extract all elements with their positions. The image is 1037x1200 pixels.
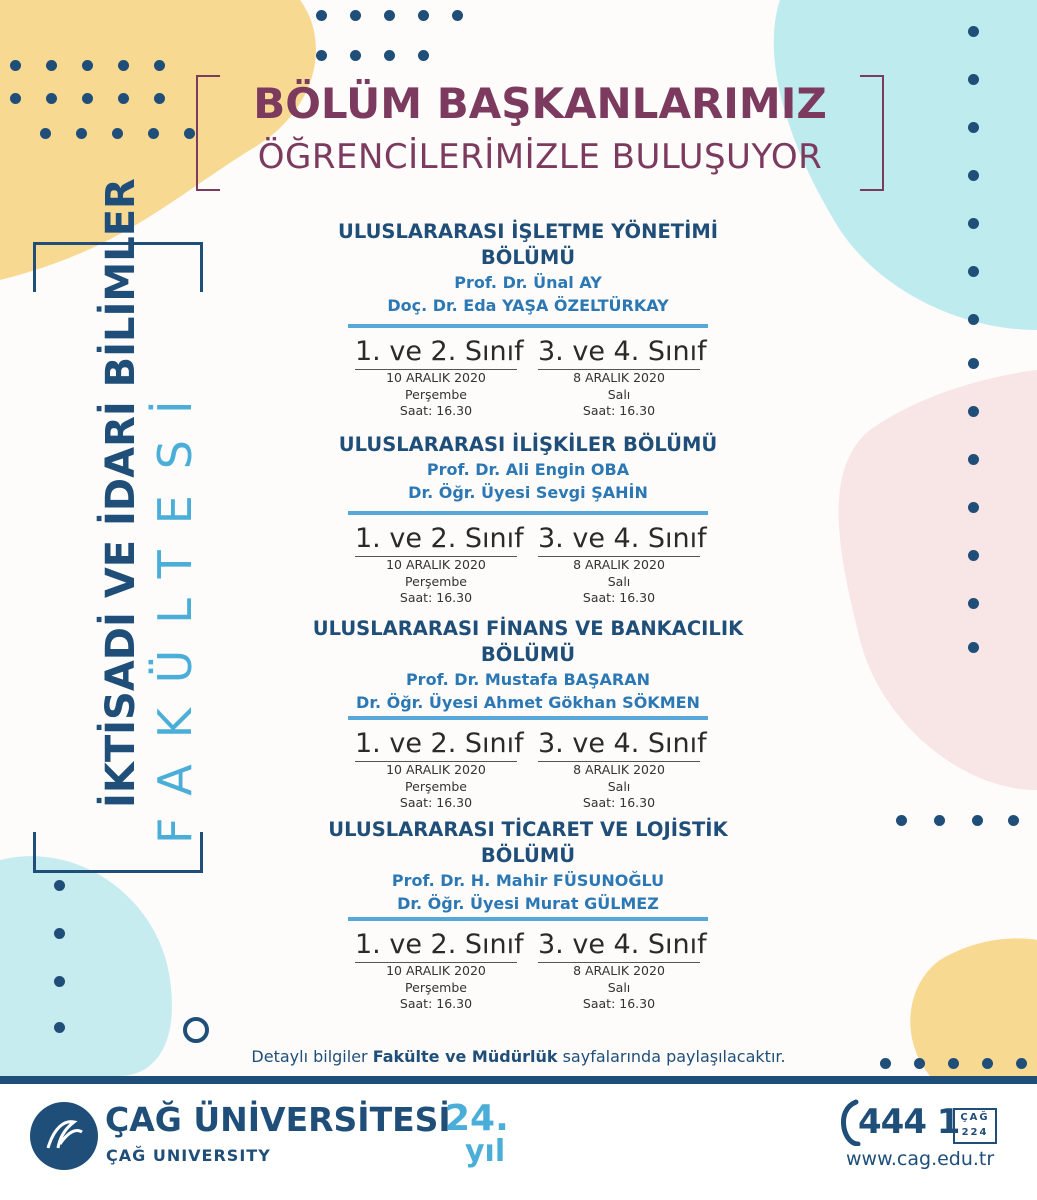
footnote-text-2: sayfalarında paylaşılacaktır. [557,1047,786,1066]
department-name: ULUSLARARASI İŞLETME YÖNETİMİ BÖLÜMÜ [338,220,718,269]
university-name: ÇAĞ ÜNİVERSİTESİ [105,1100,451,1139]
department-head: Prof. Dr. H. Mahir FÜSUNOĞLU [391,871,665,890]
faculty-name: İKTİSADİ VE İDARİ BİLİMLER [98,178,144,808]
session-time: Saat: 16.30 [582,795,656,810]
department-name: ULUSLARARASI FİNANS VE BANKACILIK BÖLÜMÜ [312,617,744,666]
phone-number[interactable]: 444 1 [858,1102,960,1142]
session-date: 8 ARALIK 2020 [573,963,665,978]
session-date: 10 ARALIK 2020 [386,762,486,777]
class-label: 1. ve 2. Sınıf [355,523,517,557]
department-head: Prof. Dr. Ali Engin OBA [426,460,630,479]
title-frame [196,75,884,191]
class-label: 3. ve 4. Sınıf [538,929,700,963]
session-time: Saat: 16.30 [582,590,656,605]
divider [348,917,708,921]
session-time: Saat: 16.30 [399,795,473,810]
session-day: Salı [607,778,631,794]
faculty-word: FAKÜLTESİ [148,374,202,844]
session-day: Perşembe [405,386,467,402]
session-1-2 [355,523,524,607]
session-day: Perşembe [405,778,467,794]
session-3-4 [538,728,707,812]
page-subtitle: ÖĞRENCİLERİMİZLE BULUŞUYOR [257,137,823,177]
session-1-2 [355,929,524,1013]
footer [0,1084,1037,1200]
divider [348,511,708,515]
faculty-frame [33,178,203,873]
class-label: 1. ve 2. Sınıf [355,728,517,762]
session-date: 10 ARALIK 2020 [386,963,486,978]
session-3-4 [538,336,707,420]
department-name: ULUSLARARASI TİCARET VE LOJİSTİK BÖLÜMÜ [328,818,728,867]
department-head: Prof. Dr. Ünal AY [454,273,602,292]
session-time: Saat: 16.30 [399,403,473,418]
footnote [0,1047,1037,1066]
university-logo-icon [30,1102,98,1170]
session-date: 10 ARALIK 2020 [386,557,486,572]
class-label: 3. ve 4. Sınıf [538,523,700,557]
university-name-english: ÇAĞ UNIVERSITY [106,1146,271,1165]
class-label: 1. ve 2. Sınıf [355,929,517,963]
session-day: Perşembe [405,573,467,589]
class-label: 3. ve 4. Sınıf [538,336,700,370]
phone-suffix-digits: 224 [961,1127,989,1138]
session-time: Saat: 16.30 [582,996,656,1011]
session-1-2 [355,728,524,812]
session-3-4 [538,523,707,607]
session-time: Saat: 16.30 [582,403,656,418]
divider [348,324,708,328]
session-day: Salı [607,979,631,995]
class-label: 1. ve 2. Sınıf [355,336,517,370]
footnote-text-bold: Fakülte ve Müdürlük [372,1047,558,1066]
session-time: Saat: 16.30 [399,590,473,605]
department-block [290,219,766,423]
department-deputy: Doç. Dr. Eda YAŞA ÖZELTÜRKAY [387,296,669,315]
department-head: Prof. Dr. Mustafa BAŞARAN [405,670,651,689]
department-deputy: Dr. Öğr. Üyesi Murat GÜLMEZ [397,894,659,913]
phone-suffix-box [953,1108,997,1144]
footer-divider [0,1076,1037,1084]
session-1-2 [355,336,524,420]
department-name: ULUSLARARASI İLİŞKİLER BÖLÜMÜ [338,433,718,456]
session-3-4 [538,929,707,1013]
department-deputy: Dr. Öğr. Üyesi Sevgi ŞAHİN [408,483,648,502]
department-block [290,432,766,612]
class-label: 3. ve 4. Sınıf [538,728,700,762]
website-link[interactable]: www.cag.edu.tr [846,1148,995,1170]
phone-suffix-letters: ÇAĞ [960,1112,990,1123]
anniversary-word: yıl [465,1134,506,1169]
footnote-text-1: Detaylı bilgiler [251,1047,373,1066]
session-date: 8 ARALIK 2020 [573,370,665,385]
page-title: BÖLÜM BAŞKANLARIMIZ [253,79,827,128]
anniversary-number: 24. [445,1098,509,1139]
session-time: Saat: 16.30 [399,996,473,1011]
department-block [290,616,766,816]
session-day: Perşembe [405,979,467,995]
session-date: 8 ARALIK 2020 [573,557,665,572]
department-block [290,817,766,1017]
session-date: 8 ARALIK 2020 [573,762,665,777]
department-deputy: Dr. Öğr. Üyesi Ahmet Gökhan SÖKMEN [356,693,700,712]
session-day: Salı [607,573,631,589]
session-day: Salı [607,386,631,402]
divider [348,716,708,720]
session-date: 10 ARALIK 2020 [386,370,486,385]
